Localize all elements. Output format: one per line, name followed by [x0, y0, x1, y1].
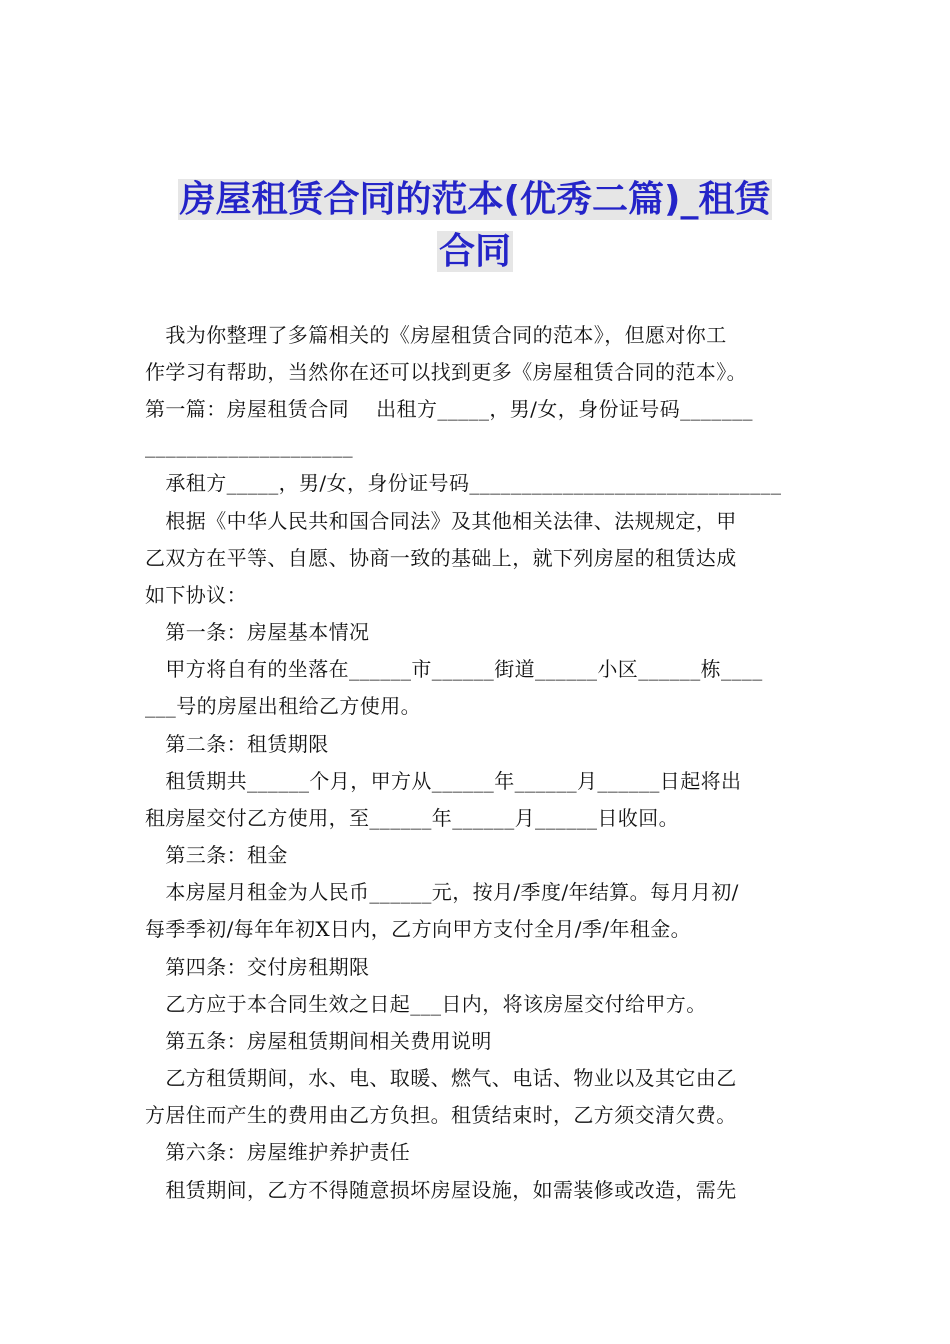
body-line: 我为你整理了多篇相关的《房屋租赁合同的范本》，但愿对你工 [145, 323, 727, 347]
section-heading: 第四条：交付房租期限 [145, 955, 370, 979]
document-title-line-2: 合同 [438, 231, 511, 272]
body-line: 租赁期间，乙方不得随意损坏房屋设施，如需装修或改造，需先 [145, 1178, 737, 1202]
body-line: 甲方将自有的坐落在______市______街道______小区______栋____ [145, 657, 763, 681]
section-heading: 第六条：房屋维护养护责任 [145, 1140, 411, 1164]
body-line: 承租方_____，男/女，身份证号码______________________________ [145, 471, 782, 495]
body-line: 乙方应于本合同生效之日起___日内，将该房屋交付给甲方。 [145, 992, 707, 1016]
body-line: 方居住而产生的费用由乙方负担。租赁结束时，乙方须交清欠费。 [145, 1103, 737, 1127]
document-title-line-1: 房屋租赁合同的范本(优秀二篇)_租赁 [179, 179, 771, 220]
body-line: 作学习有帮助，当然你在还可以找到更多《房屋租赁合同的范本》。 [145, 360, 747, 384]
section-heading: 第三条：租金 [145, 843, 288, 867]
body-line: ____________________ [145, 434, 353, 458]
body-line: 本房屋月租金为人民币______元，按月/季度/年结算。每月月初/ [145, 880, 739, 904]
body-line: 每季季初/每年年初X日内，乙方向甲方支付全月/季/年租金。 [145, 917, 692, 941]
body-line: 如下协议： [145, 583, 247, 607]
body-line: 根据《中华人民共和国合同法》及其他相关法律、法规规定，甲 [145, 509, 737, 533]
body-line: 租房屋交付乙方使用，至______年______月______日收回。 [145, 806, 679, 830]
body-line: 乙双方在平等、自愿、协商一致的基础上，就下列房屋的租赁达成 [145, 546, 737, 570]
section-heading: 第一条：房屋基本情况 [145, 620, 370, 644]
body-line: 租赁期共______个月，甲方从______年______月______日起将出 [145, 769, 742, 793]
section-heading: 第二条：租赁期限 [145, 732, 329, 756]
body-line: 乙方租赁期间，水、电、取暖、燃气、电话、物业以及其它由乙 [145, 1066, 737, 1090]
section-heading: 第五条：房屋租赁期间相关费用说明 [145, 1029, 492, 1053]
body-line: 第一篇：房屋租赁合同 出租方_____，男/女，身份证号码_______ [145, 397, 753, 421]
body-line: ___号的房屋出租给乙方使用。 [145, 694, 421, 718]
